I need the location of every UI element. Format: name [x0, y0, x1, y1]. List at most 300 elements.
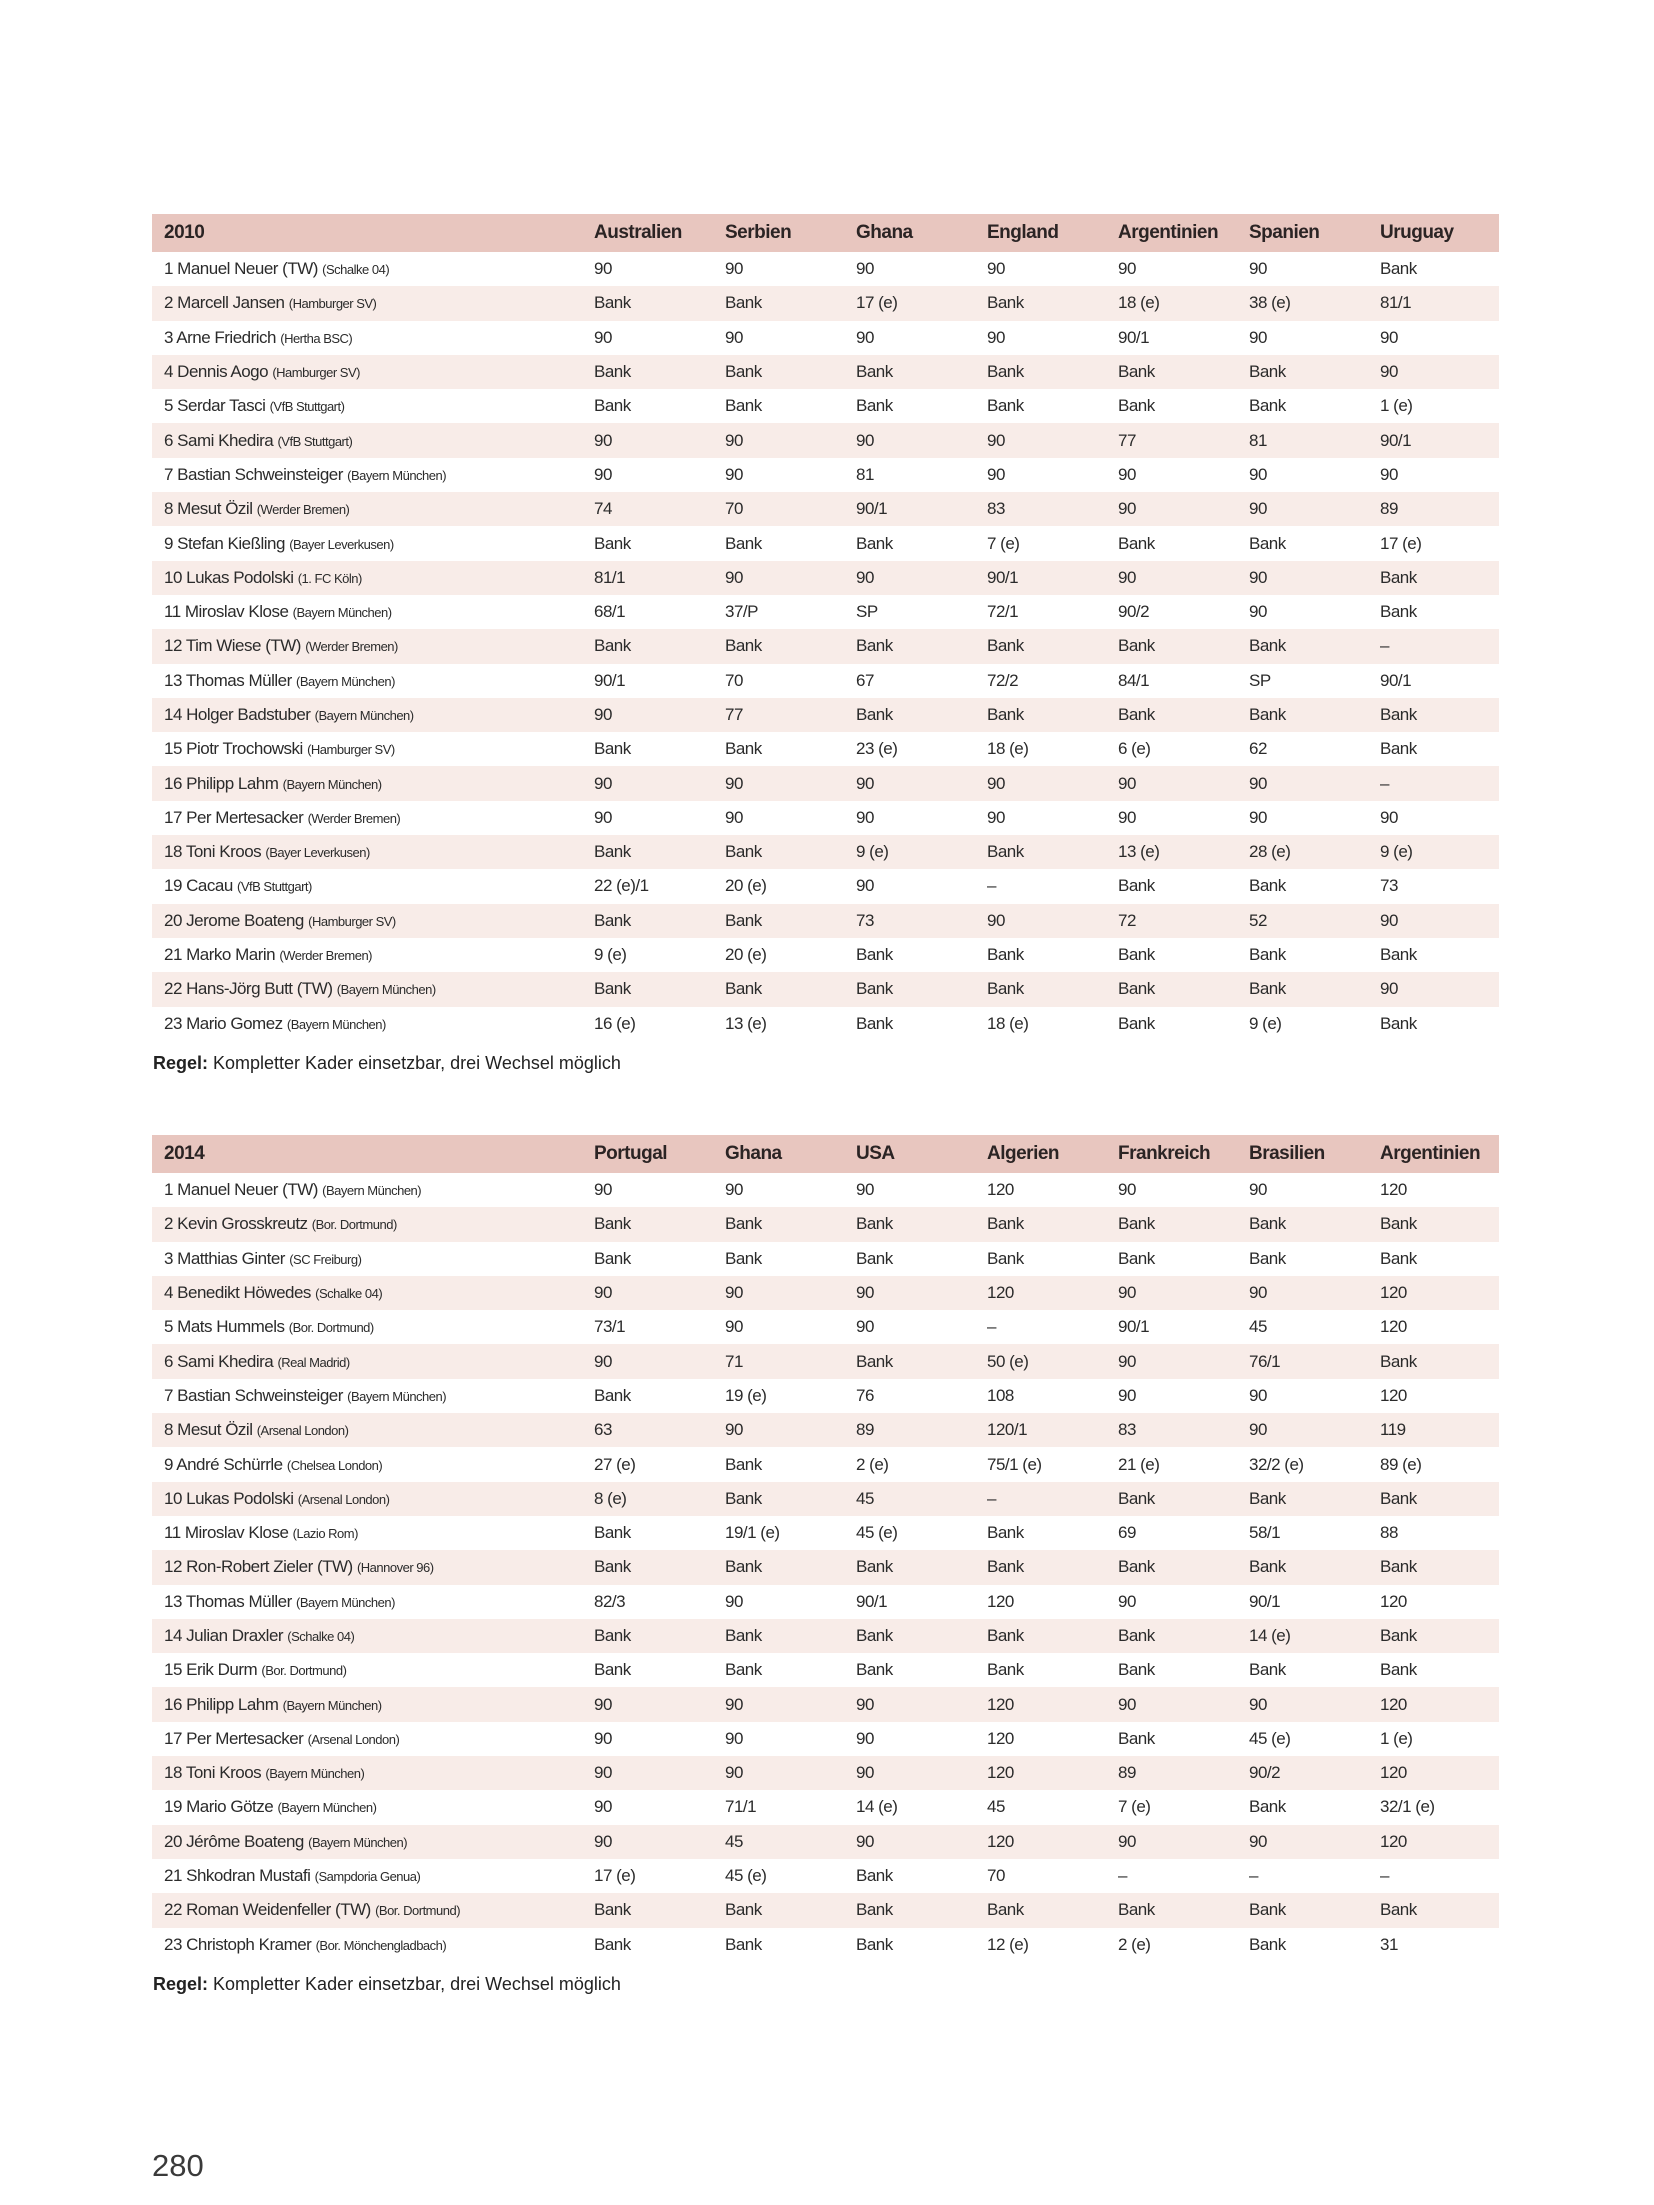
minutes-cell: 14 (e): [856, 1797, 898, 1817]
player-name: 22 Roman Weidenfeller (TW): [164, 1900, 371, 1920]
club-name: (Hertha BSC): [280, 330, 353, 346]
club-name: (Werder Bremen): [307, 810, 401, 826]
minutes-cell: Bank: [725, 1248, 762, 1268]
minutes-cell: Bank: [725, 533, 762, 553]
club-name: (Real Madrid): [277, 1354, 350, 1370]
minutes-cell: 120: [1380, 1591, 1407, 1611]
club-name: (Schalke 04): [322, 262, 390, 278]
minutes-cell: 22 (e)/1: [594, 876, 649, 896]
minutes-cell: 90: [1380, 464, 1398, 484]
club-name: (Schalke 04): [287, 1629, 355, 1644]
minutes-cell: 90: [725, 1283, 743, 1303]
player-row: [152, 1653, 1499, 1687]
minutes-cell: Bank: [1380, 1900, 1417, 1920]
minutes-cell: 90: [987, 327, 1005, 347]
minutes-cell: 90: [1118, 259, 1136, 279]
minutes-cell: 83: [987, 499, 1005, 519]
opponent-header: Spanien: [1249, 222, 1320, 243]
club-name: (Arsenal London): [297, 1491, 390, 1507]
year-header: 2014: [164, 1143, 205, 1164]
club-name: (Bor. Mönchengladbach): [315, 1937, 447, 1953]
player-cell: [152, 1379, 582, 1413]
minutes-cell: 90: [725, 1591, 743, 1611]
player-cell: [152, 801, 582, 835]
minutes-cell: Bank: [856, 1660, 893, 1680]
player-row: [152, 664, 1499, 698]
minutes-cell: 120: [987, 1283, 1014, 1303]
minutes-cell: 90: [725, 1180, 743, 1200]
player-cell: [152, 938, 582, 972]
minutes-cell: 9 (e): [594, 945, 627, 965]
minutes-cell: 17 (e): [856, 293, 898, 313]
minutes-cell: Bank: [1249, 945, 1286, 965]
minutes-cell: Bank: [1118, 1248, 1155, 1268]
minutes-cell: Bank: [1380, 1660, 1417, 1680]
minutes-cell: Bank: [1249, 876, 1286, 896]
player-row: [152, 629, 1499, 663]
minutes-cell: Bank: [725, 842, 762, 862]
minutes-cell: Bank: [1249, 1934, 1286, 1954]
player-name: 13 Thomas Müller: [164, 1591, 292, 1611]
player-cell: [152, 1928, 582, 1962]
opponent-header: Ghana: [856, 222, 913, 243]
minutes-cell: 90: [1118, 1831, 1136, 1851]
minutes-cell: Bank: [594, 533, 631, 553]
minutes-cell: 7 (e): [987, 533, 1020, 553]
player-cell: [152, 1207, 582, 1241]
player-row: [152, 1790, 1499, 1824]
minutes-cell: 18 (e): [987, 1013, 1029, 1033]
minutes-cell: Bank: [856, 533, 893, 553]
club-name: (VfB Stuttgart): [269, 399, 345, 415]
player-cell: [152, 664, 582, 698]
minutes-cell: 90: [856, 1763, 874, 1783]
club-name: (Bayern München): [295, 673, 395, 689]
minutes-cell: Bank: [1118, 1626, 1155, 1645]
minutes-cell: Bank: [1118, 1660, 1155, 1680]
header-row: [152, 214, 1499, 252]
player-name: 15 Erik Durm: [164, 1660, 258, 1680]
minutes-cell: 1 (e): [1380, 396, 1413, 416]
minutes-cell: 120: [1380, 1317, 1407, 1337]
minutes-cell: 90: [725, 1694, 743, 1714]
minutes-cell: 120: [987, 1831, 1014, 1851]
minutes-cell: 90: [856, 773, 874, 793]
minutes-cell: Bank: [594, 1523, 631, 1543]
player-name: 23 Mario Gomez: [164, 1013, 283, 1033]
header-row: [152, 1135, 1499, 1173]
minutes-cell: Bank: [987, 362, 1024, 382]
minutes-cell: Bank: [594, 1385, 631, 1405]
minutes-cell: Bank: [1380, 1013, 1417, 1033]
player-name: 7 Bastian Schweinsteiger: [164, 1385, 343, 1405]
minutes-cell: 67: [856, 670, 874, 690]
minutes-cell: 90: [1118, 1283, 1136, 1303]
player-cell: [152, 1790, 582, 1824]
minutes-cell: 90: [1249, 327, 1267, 347]
minutes-cell: 90: [856, 807, 874, 827]
minutes-cell: 89: [856, 1420, 874, 1440]
minutes-cell: 90: [725, 773, 743, 793]
player-name: 11 Miroslav Klose: [164, 1523, 289, 1543]
player-name: 13 Thomas Müller: [164, 670, 292, 690]
player-row: [152, 1756, 1499, 1790]
player-name: 2 Kevin Grosskreutz: [164, 1214, 308, 1234]
minutes-cell: Bank: [1380, 1351, 1417, 1371]
minutes-cell: 90: [856, 259, 874, 279]
minutes-cell: 90: [1249, 773, 1267, 793]
minutes-cell: 45: [856, 1488, 874, 1508]
minutes-cell: 120: [987, 1763, 1014, 1783]
player-cell: [152, 321, 582, 355]
minutes-cell: 120: [1380, 1831, 1407, 1851]
player-cell: [152, 595, 582, 629]
player-cell: [152, 1516, 582, 1550]
club-name: (Bayer Leverkusen): [289, 536, 394, 552]
player-row: [152, 1173, 1499, 1207]
minutes-cell: Bank: [856, 396, 893, 416]
minutes-cell: 90: [987, 464, 1005, 484]
minutes-cell: 1 (e): [1380, 1728, 1413, 1748]
minutes-cell: Bank: [725, 1454, 762, 1474]
minutes-cell: 45 (e): [1249, 1728, 1291, 1748]
minutes-cell: 120: [987, 1591, 1014, 1611]
player-name: 20 Jerome Boateng: [164, 910, 304, 930]
minutes-cell: 90: [1380, 979, 1398, 999]
player-name: 22 Hans-Jörg Butt (TW): [164, 979, 333, 999]
rule-label: Regel:: [153, 1973, 209, 1994]
player-cell: [152, 1447, 582, 1481]
minutes-cell: Bank: [1118, 979, 1155, 999]
player-cell: [152, 286, 582, 320]
minutes-cell: 120: [1380, 1385, 1407, 1405]
minutes-cell: 90: [594, 430, 612, 450]
minutes-cell: 71/1: [725, 1797, 757, 1817]
minutes-cell: 13 (e): [725, 1013, 767, 1033]
player-row: [152, 1687, 1499, 1721]
player-name: 4 Benedikt Höwedes: [164, 1283, 311, 1303]
minutes-cell: Bank: [1249, 1797, 1286, 1817]
club-name: (Bayern München): [347, 1388, 447, 1404]
minutes-cell: 119: [1380, 1420, 1406, 1440]
minutes-cell: 120: [987, 1180, 1014, 1200]
minutes-cell: Bank: [1249, 362, 1286, 382]
minutes-cell: Bank: [1249, 1488, 1286, 1508]
opponent-header: Argentinien: [1118, 222, 1219, 243]
minutes-cell: 90: [594, 327, 612, 347]
minutes-cell: 81/1: [1380, 293, 1412, 313]
player-name: 12 Ron-Robert Zieler (TW): [164, 1557, 353, 1577]
minutes-cell: 90: [987, 259, 1005, 279]
minutes-cell: Bank: [1118, 1488, 1155, 1508]
minutes-cell: 120/1: [987, 1420, 1028, 1440]
minutes-cell: 6 (e): [1118, 739, 1151, 759]
minutes-cell: Bank: [1118, 705, 1155, 724]
minutes-cell: 90: [1118, 1385, 1136, 1405]
minutes-cell: Bank: [1118, 1214, 1155, 1234]
minutes-cell: Bank: [594, 1626, 631, 1645]
player-cell: [152, 629, 582, 663]
club-name: (Bor. Dortmund): [288, 1320, 374, 1336]
player-row: [152, 1007, 1499, 1041]
club-name: (SC Freiburg): [289, 1251, 362, 1267]
player-name: 7 Bastian Schweinsteiger: [164, 464, 343, 484]
player-name: 14 Holger Badstuber: [164, 705, 311, 724]
opponent-header: Algerien: [987, 1143, 1060, 1164]
minutes-cell: 19/1 (e): [725, 1523, 780, 1543]
club-name: (Bayern München): [282, 776, 382, 792]
minutes-cell: Bank: [1380, 1488, 1417, 1508]
minutes-cell: 90: [856, 1180, 874, 1200]
minutes-cell: 90: [725, 259, 743, 279]
minutes-cell: Bank: [725, 1900, 762, 1920]
player-cell: [152, 1276, 582, 1310]
player-cell: [152, 423, 582, 457]
minutes-cell: 72/2: [987, 670, 1019, 690]
player-cell: [152, 1859, 582, 1893]
minutes-cell: 68/1: [594, 602, 626, 622]
player-name: 5 Mats Hummels: [164, 1317, 285, 1337]
minutes-cell: 90: [594, 1694, 612, 1714]
player-cell: [152, 1173, 582, 1207]
minutes-cell: Bank: [725, 910, 762, 930]
player-row: [152, 1207, 1499, 1241]
player-row: [152, 1276, 1499, 1310]
minutes-cell: 90: [725, 567, 743, 587]
minutes-cell: 90/1: [1118, 1317, 1150, 1337]
minutes-cell: Bank: [987, 705, 1024, 724]
player-row: [152, 1482, 1499, 1516]
club-name: (Sampdoria Genua): [314, 1869, 421, 1885]
minutes-cell: 90: [856, 430, 874, 450]
minutes-cell: 90: [987, 807, 1005, 827]
player-row: [152, 389, 1499, 423]
player-row: [152, 972, 1499, 1006]
table-2010: [152, 214, 1499, 1041]
player-name: 6 Sami Khedira: [164, 1351, 274, 1371]
minutes-cell: Bank: [1380, 602, 1417, 622]
player-name: 1 Manuel Neuer (TW): [164, 259, 318, 279]
minutes-cell: Bank: [1380, 259, 1417, 279]
minutes-cell: Bank: [856, 979, 893, 999]
player-name: 18 Toni Kroos: [164, 1763, 262, 1783]
squad-table-2010: [152, 214, 1494, 1074]
minutes-cell: 90: [1118, 499, 1136, 519]
minutes-cell: 31: [1380, 1934, 1398, 1954]
minutes-cell: Bank: [1380, 945, 1417, 965]
minutes-cell: Bank: [594, 979, 631, 999]
minutes-cell: 90: [856, 1283, 874, 1303]
player-row: [152, 1344, 1499, 1378]
minutes-cell: –: [987, 1317, 996, 1337]
minutes-cell: Bank: [856, 362, 893, 382]
minutes-cell: 58/1: [1249, 1523, 1281, 1543]
minutes-cell: 90: [725, 1763, 743, 1783]
minutes-cell: 120: [1380, 1180, 1407, 1200]
player-cell: [152, 492, 582, 526]
player-row: [152, 458, 1499, 492]
minutes-cell: Bank: [594, 1214, 631, 1234]
minutes-cell: Bank: [1118, 396, 1155, 416]
minutes-cell: 90: [1249, 1420, 1267, 1440]
minutes-cell: Bank: [1249, 1660, 1286, 1680]
player-row: [152, 698, 1499, 732]
minutes-cell: 90: [856, 1831, 874, 1851]
minutes-cell: 8 (e): [594, 1488, 627, 1508]
opponent-header: Brasilien: [1249, 1143, 1325, 1164]
minutes-cell: Bank: [856, 1351, 893, 1371]
table-header: [152, 214, 1499, 252]
player-name: 19 Mario Götze: [164, 1797, 274, 1817]
player-row: [152, 904, 1499, 938]
minutes-cell: 2 (e): [1118, 1934, 1151, 1954]
minutes-cell: 73: [856, 910, 874, 930]
minutes-cell: Bank: [987, 1523, 1024, 1543]
player-name: 3 Matthias Ginter: [164, 1248, 285, 1268]
minutes-cell: Bank: [987, 1248, 1024, 1268]
minutes-cell: 90/1: [1249, 1591, 1281, 1611]
player-cell: [152, 458, 582, 492]
club-name: (Bayern München): [265, 1766, 365, 1782]
minutes-cell: 90: [987, 910, 1005, 930]
player-row: [152, 355, 1499, 389]
minutes-cell: 120: [987, 1694, 1014, 1714]
player-row: [152, 1242, 1499, 1276]
minutes-cell: 90: [594, 1728, 612, 1748]
player-name: 6 Sami Khedira: [164, 430, 274, 450]
minutes-cell: 90: [725, 1420, 743, 1440]
player-name: 4 Dennis Aogo: [164, 362, 269, 382]
opponent-header: Australien: [594, 222, 682, 243]
minutes-cell: 90/1: [987, 567, 1019, 587]
player-cell: [152, 1619, 582, 1653]
minutes-cell: 18 (e): [1118, 293, 1160, 313]
squad-table-2014: [152, 1135, 1494, 1995]
minutes-cell: Bank: [1249, 396, 1286, 416]
player-row: [152, 801, 1499, 835]
player-name: 21 Shkodran Mustafi: [164, 1866, 311, 1886]
club-name: (Hamburger SV): [288, 296, 377, 312]
opponent-header: Frankreich: [1118, 1143, 1211, 1164]
minutes-cell: 89: [1380, 499, 1398, 519]
minutes-cell: SP: [1249, 670, 1271, 690]
minutes-cell: 75/1 (e): [987, 1454, 1042, 1474]
minutes-cell: 62: [1249, 739, 1267, 759]
minutes-cell: Bank: [725, 1557, 762, 1577]
club-name: (Werder Bremen): [256, 502, 350, 518]
minutes-cell: 45 (e): [725, 1866, 767, 1886]
club-name: (1. FC Köln): [297, 570, 362, 586]
player-cell: [152, 766, 582, 800]
player-cell: [152, 1893, 582, 1927]
minutes-cell: 45: [1249, 1317, 1267, 1337]
minutes-cell: 2 (e): [856, 1454, 889, 1474]
minutes-cell: Bank: [856, 636, 893, 656]
club-name: (Hamburger SV): [272, 365, 360, 381]
player-row: [152, 1310, 1499, 1344]
year-header: 2010: [164, 222, 205, 243]
player-name: 21 Marko Marin: [164, 945, 276, 965]
player-name: 17 Per Mertesacker: [164, 1728, 304, 1748]
minutes-cell: 28 (e): [1249, 842, 1291, 862]
minutes-cell: 90: [856, 327, 874, 347]
minutes-cell: 81: [1249, 430, 1267, 450]
minutes-cell: 90: [1249, 567, 1267, 587]
player-row: [152, 869, 1499, 903]
minutes-cell: Bank: [856, 1214, 893, 1234]
player-name: 8 Mesut Özil: [164, 499, 253, 519]
player-cell: [152, 252, 582, 286]
opponent-header: Portugal: [594, 1143, 668, 1164]
player-row: [152, 1379, 1499, 1413]
player-cell: [152, 1482, 582, 1516]
table-2014: [152, 1135, 1499, 1962]
minutes-cell: 90: [594, 1351, 612, 1371]
minutes-cell: 90: [725, 807, 743, 827]
minutes-cell: Bank: [987, 1626, 1024, 1645]
player-cell: [152, 389, 582, 423]
minutes-cell: Bank: [1118, 1900, 1155, 1920]
minutes-cell: 120: [987, 1728, 1014, 1748]
minutes-cell: Bank: [725, 1488, 762, 1508]
minutes-cell: 76/1: [1249, 1351, 1281, 1371]
player-row: [152, 526, 1499, 560]
club-name: (Bayern München): [282, 1697, 382, 1713]
player-row: [152, 1550, 1499, 1584]
minutes-cell: Bank: [594, 362, 631, 382]
player-row: [152, 1928, 1499, 1962]
player-name: 18 Toni Kroos: [164, 842, 262, 862]
minutes-cell: 81/1: [594, 567, 626, 587]
club-name: (Bayern München): [295, 1594, 395, 1610]
player-name: 3 Arne Friedrich: [164, 327, 276, 347]
minutes-cell: Bank: [594, 1660, 631, 1680]
minutes-cell: 52: [1249, 910, 1267, 930]
club-name: (Lazio Rom): [292, 1526, 358, 1542]
minutes-cell: 120: [1380, 1283, 1407, 1303]
minutes-cell: Bank: [725, 396, 762, 416]
player-cell: [152, 835, 582, 869]
minutes-cell: Bank: [856, 1248, 893, 1268]
minutes-cell: 72: [1118, 910, 1136, 930]
table-header: [152, 1135, 1499, 1173]
minutes-cell: Bank: [1249, 1900, 1286, 1920]
player-cell: [152, 1722, 582, 1756]
minutes-cell: Bank: [725, 1934, 762, 1954]
minutes-cell: –: [987, 1488, 996, 1508]
rule-note: [152, 1053, 1494, 1074]
player-row: [152, 766, 1499, 800]
minutes-cell: 90: [856, 876, 874, 896]
player-row: [152, 1585, 1499, 1619]
table-body: [152, 252, 1499, 1041]
player-cell: [152, 1310, 582, 1344]
minutes-cell: Bank: [594, 1934, 631, 1954]
player-row: [152, 423, 1499, 457]
player-cell: [152, 1242, 582, 1276]
player-row: [152, 252, 1499, 286]
club-name: (Werder Bremen): [305, 639, 398, 655]
minutes-cell: 77: [1118, 430, 1136, 450]
player-row: [152, 835, 1499, 869]
club-name: (Hamburger SV): [307, 742, 395, 758]
minutes-cell: Bank: [856, 705, 893, 724]
player-cell: [152, 1344, 582, 1378]
minutes-cell: 90/1: [856, 1591, 888, 1611]
minutes-cell: 90: [1249, 1694, 1267, 1714]
minutes-cell: 37/P: [725, 602, 758, 622]
player-row: [152, 1447, 1499, 1481]
